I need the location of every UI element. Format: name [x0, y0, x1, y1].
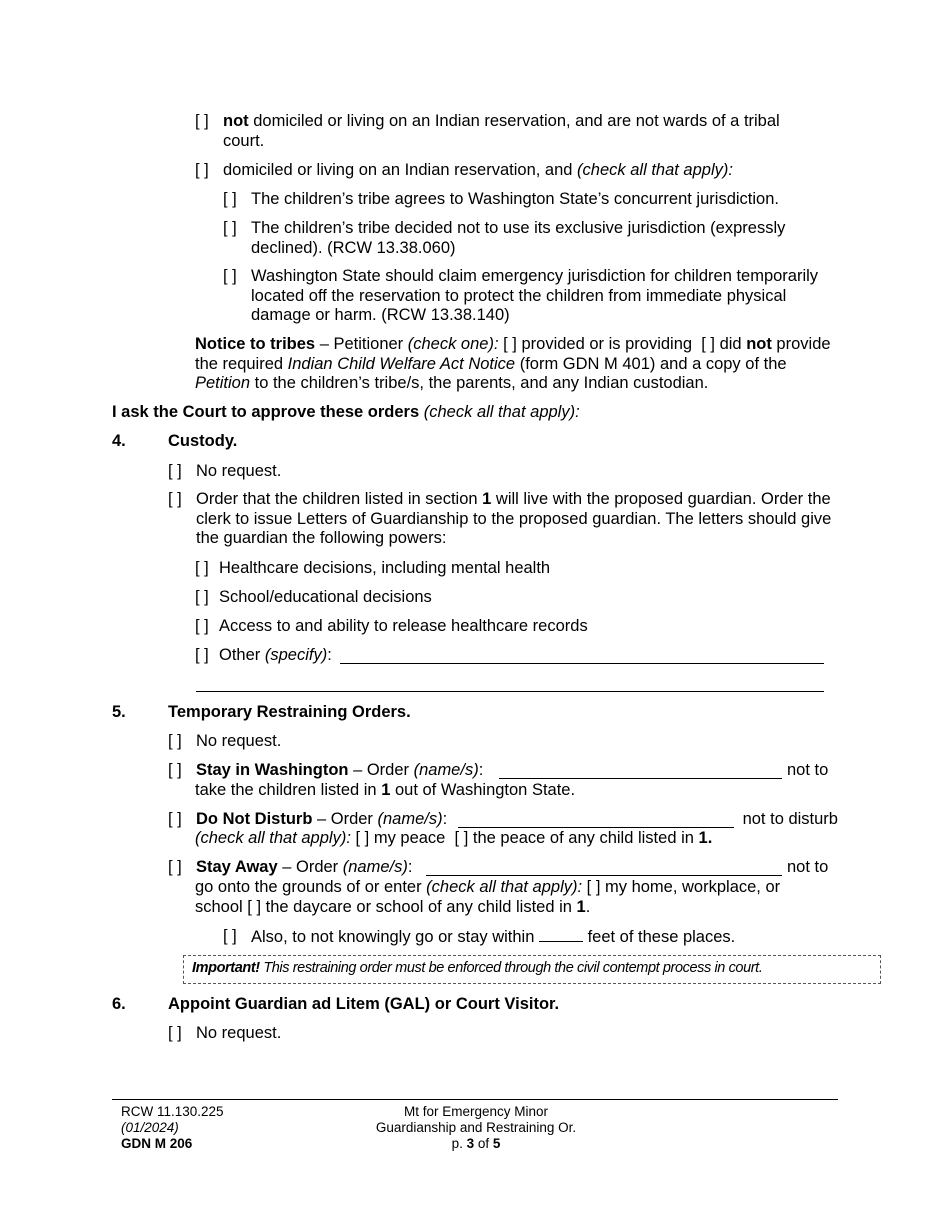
checkbox[interactable]: [ ]	[223, 219, 237, 237]
checkbox[interactable]: [ ]	[168, 761, 182, 779]
checkbox[interactable]: [ ]	[168, 732, 182, 750]
stay-wa-continuation: take the children listed in 1 out of Washington State.	[195, 781, 576, 799]
footer-left	[121, 1104, 224, 1152]
checkbox[interactable]: [ ]	[168, 462, 182, 480]
not-domiciled-item: [ ] not domiciled or living on an Indian reservation, and are not wards of a tribal court.	[195, 112, 780, 150]
checkbox[interactable]: [ ]	[195, 617, 209, 635]
power-records: [ ] Access to and ability to release healthcare records	[195, 617, 588, 635]
checkbox[interactable]: [ ]	[223, 190, 237, 208]
checkbox[interactable]: [ ]	[168, 490, 182, 508]
footer-form-number: GDN M 206	[121, 1136, 193, 1151]
section-5-title: Temporary Restraining Orders.	[168, 703, 411, 721]
distance-feet-line[interactable]	[539, 927, 583, 942]
dnd-not-to-disturb: not to disturb	[738, 810, 838, 828]
stay-away-continuation: go onto the grounds of or enter (check all that apply): [ ] my home, workplace, or school [ ] the daycare or school of any child listed in 1.	[195, 878, 781, 916]
footer-page-number: p. 3 of 5	[451, 1136, 501, 1151]
section-6-title: Appoint Guardian ad Litem (GAL) or Court Visitor.	[168, 995, 560, 1013]
checkbox[interactable]: [ ]	[195, 161, 209, 179]
other-specify-line-2[interactable]	[196, 691, 824, 692]
section-4-number: 4.	[112, 432, 126, 450]
footer-divider	[112, 1099, 838, 1100]
section-4-title: Custody.	[168, 432, 238, 450]
dnd-name-line[interactable]	[458, 827, 734, 828]
custody-no-request: [ ] No request.	[168, 462, 282, 480]
tribe-agrees-item: [ ] The children’s tribe agrees to Washington State’s concurrent jurisdiction.	[223, 190, 779, 208]
footer-date: (01/2024)	[121, 1120, 179, 1135]
checkbox[interactable]: [ ]	[223, 267, 237, 285]
checkbox[interactable]: [ ]	[168, 1024, 182, 1042]
footer-center	[326, 1104, 626, 1152]
also-distance-item: [ ] Also, to not knowingly go or stay within feet of these places.	[223, 927, 736, 946]
stay-wa-not-to: not to	[787, 761, 829, 779]
power-other: [ ] Other (specify):	[195, 646, 332, 664]
domiciled-item: [ ] domiciled or living on an Indian reservation, and (check all that apply):	[195, 161, 733, 179]
checkbox[interactable]: [ ]	[168, 810, 182, 828]
emergency-jurisdiction-item: [ ] Washington State should claim emergency jurisdiction for children temporarily located off the reservation to protect the children from immediate physical damage or harm. (RCW 13.38.140)	[223, 267, 819, 324]
power-healthcare: [ ] Healthcare decisions, including mental health	[195, 559, 551, 577]
ask-court-heading: I ask the Court to approve these orders (check all that apply):	[112, 403, 580, 421]
checkbox[interactable]: [ ]	[223, 927, 237, 945]
stay-wa-name-line[interactable]	[499, 778, 782, 779]
checkbox[interactable]: [ ]	[195, 112, 209, 130]
tribe-declined-item: [ ] The children’s tribe decided not to use its exclusive jurisdiction (expressly declined). (RCW 13.38.060)	[223, 219, 786, 257]
custody-order-item: [ ] Order that the children listed in section 1 will live with the proposed guardian. Order the clerk to issue Letters of Guardianship to the proposed guardian. The letters should give the guardian the following powers:	[168, 490, 832, 547]
checkbox[interactable]: [ ]	[195, 646, 209, 664]
restraining-no-request: [ ] No request.	[168, 732, 282, 750]
stay-away-not-to: not to	[787, 858, 829, 876]
checkbox[interactable]: [ ]	[498, 335, 522, 353]
footer-title-2: Guardianship and Restraining Or.	[375, 1120, 577, 1135]
checkbox[interactable]: [ ]	[195, 559, 209, 577]
footer-title-1: Mt for Emergency Minor	[403, 1104, 549, 1119]
checkbox[interactable]: [ ]	[168, 858, 182, 876]
footer-rcw: RCW 11.130.225	[121, 1104, 224, 1119]
stay-away-item: [ ] Stay Away – Order (name/s):	[168, 858, 413, 876]
gal-no-request: [ ] No request.	[168, 1024, 282, 1042]
section-5-number: 5.	[112, 703, 126, 721]
stay-in-washington-item: [ ] Stay in Washington – Order (name/s):	[168, 761, 484, 779]
checkbox[interactable]: [ ]	[195, 588, 209, 606]
power-school: [ ] School/educational decisions	[195, 588, 432, 606]
other-specify-line[interactable]	[340, 663, 824, 664]
do-not-disturb-item: [ ] Do Not Disturb – Order (name/s):	[168, 810, 448, 828]
important-notice-box: Important! This restraining order must be enforced through the civil contempt process in court.	[183, 955, 881, 984]
dnd-continuation: (check all that apply): [ ] my peace [ ] the peace of any child listed in 1.	[195, 829, 713, 847]
notice-to-tribes: Notice to tribes – Petitioner (check one): [ ] provided or is providing [ ] did not provide the required Indian Child Welfare Act Notice (form GDN M 401) and a copy of the Petition to the children’s tribe/s, the parents, and any Indian custodian.	[195, 335, 831, 392]
section-6-number: 6.	[112, 995, 126, 1013]
checkbox[interactable]: [ ]	[701, 335, 720, 353]
stay-away-name-line[interactable]	[426, 875, 782, 876]
